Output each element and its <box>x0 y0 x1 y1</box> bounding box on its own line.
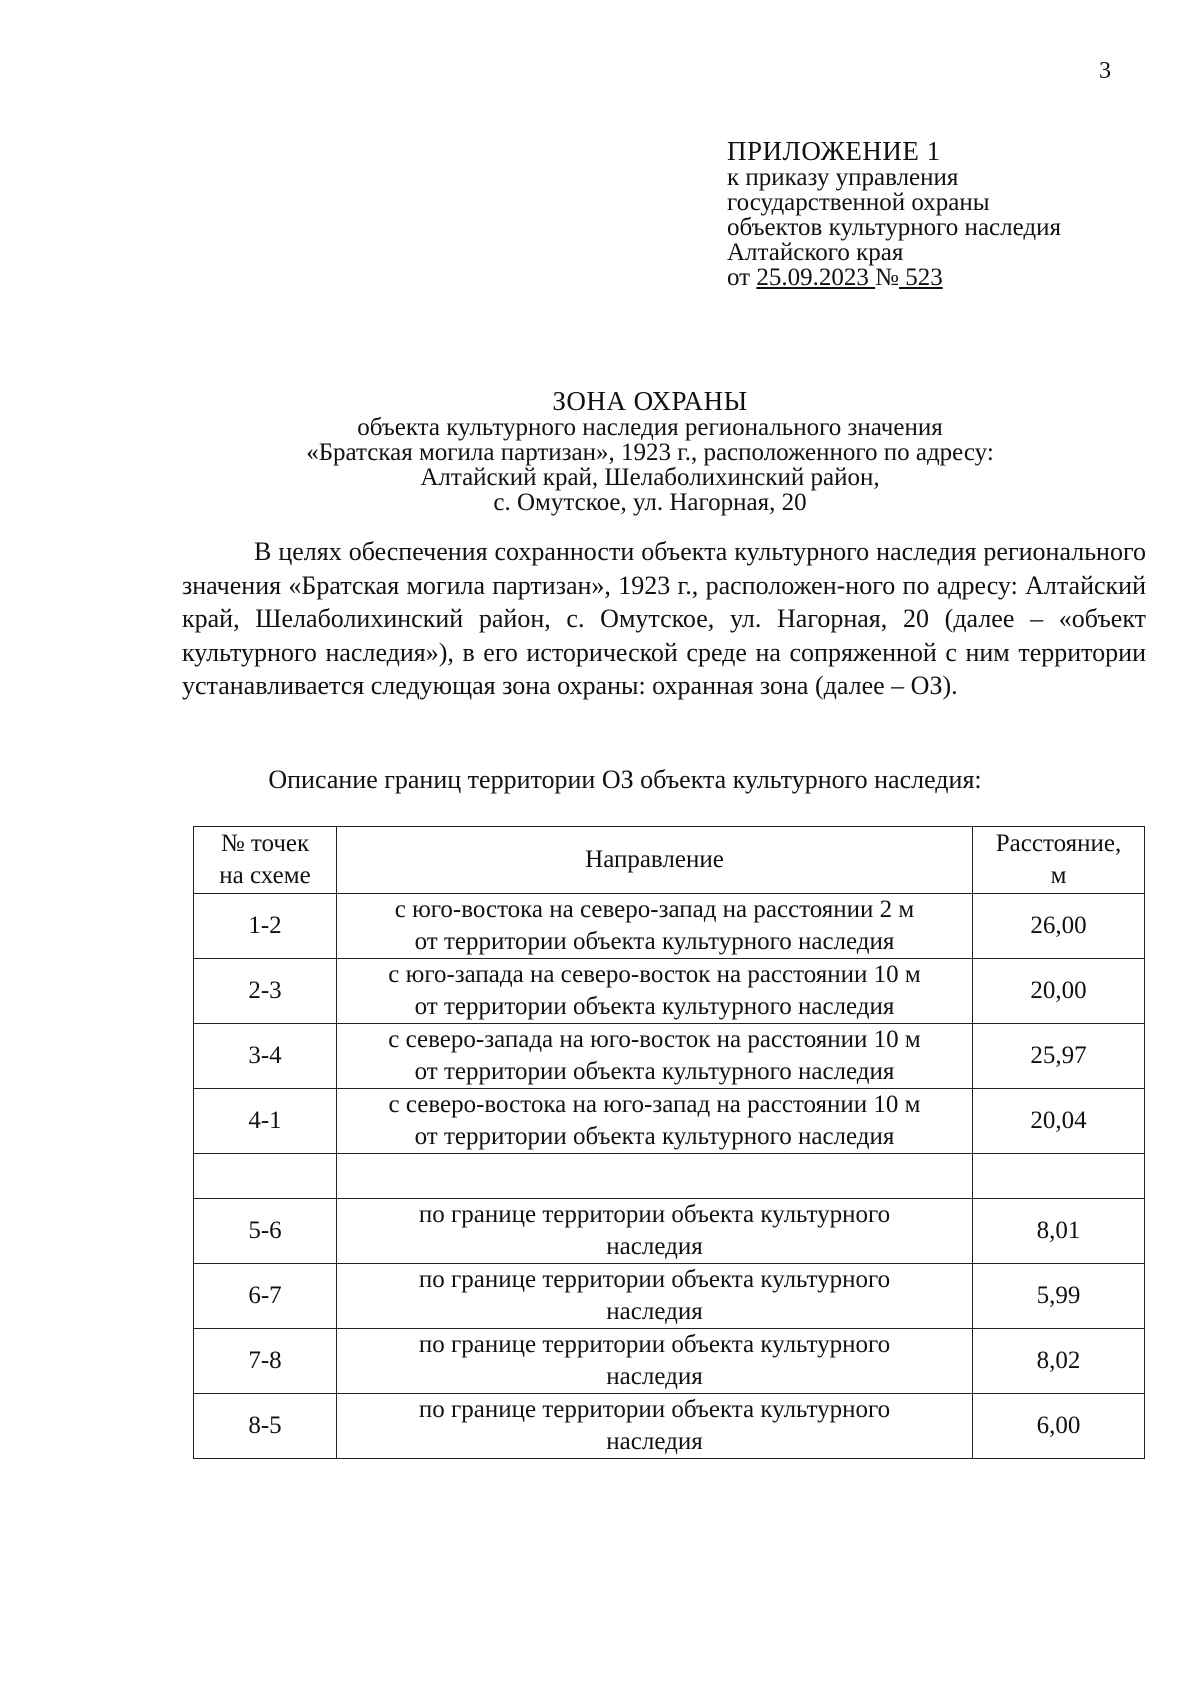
cell-direction <box>337 1264 973 1329</box>
header-points-line: № точек <box>220 830 310 857</box>
cell-points <box>194 1154 337 1199</box>
intro-paragraph: В целях обеспечения сохранности объекта культурного наследия регионального значения «Братская могила партизан», 1923 г., расположен-ного по адресу: Алтайский край, Шелаболихинский район, с. Омутское, ул. Нагорная, 20 (далее – «объект культурного наследия»), в его исторической среде на сопряженной с ним территории устанавливается следующая зона охраны: охранная зона (далее – ОЗ). <box>182 537 1146 700</box>
direction-line: наследия <box>606 1363 703 1390</box>
direction-line: с юго-запада на северо-восток на расстоянии 10 м <box>388 961 921 988</box>
title-main: ЗОНА ОХРАНЫ <box>552 386 748 416</box>
date-prefix: от <box>727 264 757 291</box>
cell-distance: 20,04 <box>973 1089 1145 1154</box>
cell-direction <box>337 959 973 1024</box>
cell-direction <box>337 1089 973 1154</box>
cell-distance: 8,02 <box>973 1329 1145 1394</box>
cell-direction <box>337 1024 973 1089</box>
title-line: с. Омутское, ул. Нагорная, 20 <box>493 489 807 516</box>
header-distance-line: м <box>1050 862 1067 889</box>
direction-line: наследия <box>606 1233 703 1260</box>
table-row <box>194 959 1145 1024</box>
page-number: 3 <box>1099 58 1111 84</box>
table-header-row <box>194 827 1145 894</box>
cell-direction <box>337 894 973 959</box>
table-caption: Описание границ территории ОЗ объекта культурного наследия: <box>268 765 982 794</box>
appendix-line: к приказу управления <box>727 164 959 191</box>
table-row <box>194 1089 1145 1154</box>
direction-line: наследия <box>606 1298 703 1325</box>
direction-line: наследия <box>606 1428 703 1455</box>
direction-line: от территории объекта культурного наследия <box>414 928 895 955</box>
cell-distance: 25,97 <box>973 1024 1145 1089</box>
header-points <box>194 827 337 894</box>
cell-points: 2-3 <box>194 959 337 1024</box>
appendix-heading: ПРИЛОЖЕНИЕ 1 <box>727 136 941 166</box>
appendix-date-line <box>727 265 1061 290</box>
cell-distance: 26,00 <box>973 894 1145 959</box>
title-line: Алтайский край, Шелаболихинский район, <box>420 464 880 491</box>
cell-distance: 5,99 <box>973 1264 1145 1329</box>
order-number: 523 <box>898 264 943 291</box>
cell-distance: 20,00 <box>973 959 1145 1024</box>
order-date: 25.09.2023 <box>756 264 876 291</box>
direction-line: с юго-востока на северо-запад на расстоянии 2 м <box>394 896 915 923</box>
table-row-empty <box>194 1154 1145 1199</box>
table-row <box>194 1264 1145 1329</box>
cell-distance <box>973 1154 1145 1199</box>
cell-direction <box>337 1394 973 1459</box>
appendix-line: Алтайского края <box>727 239 904 266</box>
title-line: «Братская могила партизан», 1923 г., расположенного по адресу: <box>306 439 994 466</box>
document-title <box>180 387 1120 515</box>
appendix-line: объектов культурного наследия <box>727 214 1061 241</box>
direction-line: от территории объекта культурного наследия <box>414 1058 895 1085</box>
table-row <box>194 1199 1145 1264</box>
cell-points: 8-5 <box>194 1394 337 1459</box>
title-line: объекта культурного наследия регионального значения <box>357 414 943 441</box>
cell-distance: 8,01 <box>973 1199 1145 1264</box>
direction-line: по границе территории объекта культурного <box>418 1396 891 1423</box>
cell-direction <box>337 1154 973 1199</box>
cell-direction <box>337 1199 973 1264</box>
direction-line: по границе территории объекта культурного <box>418 1201 891 1228</box>
direction-line: по границе территории объекта культурного <box>418 1266 891 1293</box>
direction-line: от территории объекта культурного наследия <box>414 1123 895 1150</box>
cell-points: 7-8 <box>194 1329 337 1394</box>
boundaries-table <box>193 826 1145 1459</box>
header-distance <box>973 827 1145 894</box>
header-direction: Направление <box>337 827 973 894</box>
cell-direction <box>337 1329 973 1394</box>
table-row <box>194 894 1145 959</box>
header-distance-line: Расстояние, <box>995 830 1122 857</box>
direction-line: от территории объекта культурного наследия <box>414 993 895 1020</box>
cell-points: 6-7 <box>194 1264 337 1329</box>
table-row <box>194 1394 1145 1459</box>
direction-line: с северо-востока на юго-запад на расстоянии 10 м <box>388 1091 921 1118</box>
cell-points: 4-1 <box>194 1089 337 1154</box>
header-points-line: на схеме <box>219 862 311 889</box>
appendix-block <box>727 137 1061 290</box>
direction-line: с северо-запада на юго-восток на расстоянии 10 м <box>388 1026 921 1053</box>
cell-distance: 6,00 <box>973 1394 1145 1459</box>
cell-points: 5-6 <box>194 1199 337 1264</box>
table-row <box>194 1329 1145 1394</box>
number-sign: № <box>875 264 899 291</box>
cell-points: 3-4 <box>194 1024 337 1089</box>
direction-line: по границе территории объекта культурного <box>418 1331 891 1358</box>
table-row <box>194 1024 1145 1089</box>
appendix-line: государственной охраны <box>727 189 990 216</box>
cell-points: 1-2 <box>194 894 337 959</box>
